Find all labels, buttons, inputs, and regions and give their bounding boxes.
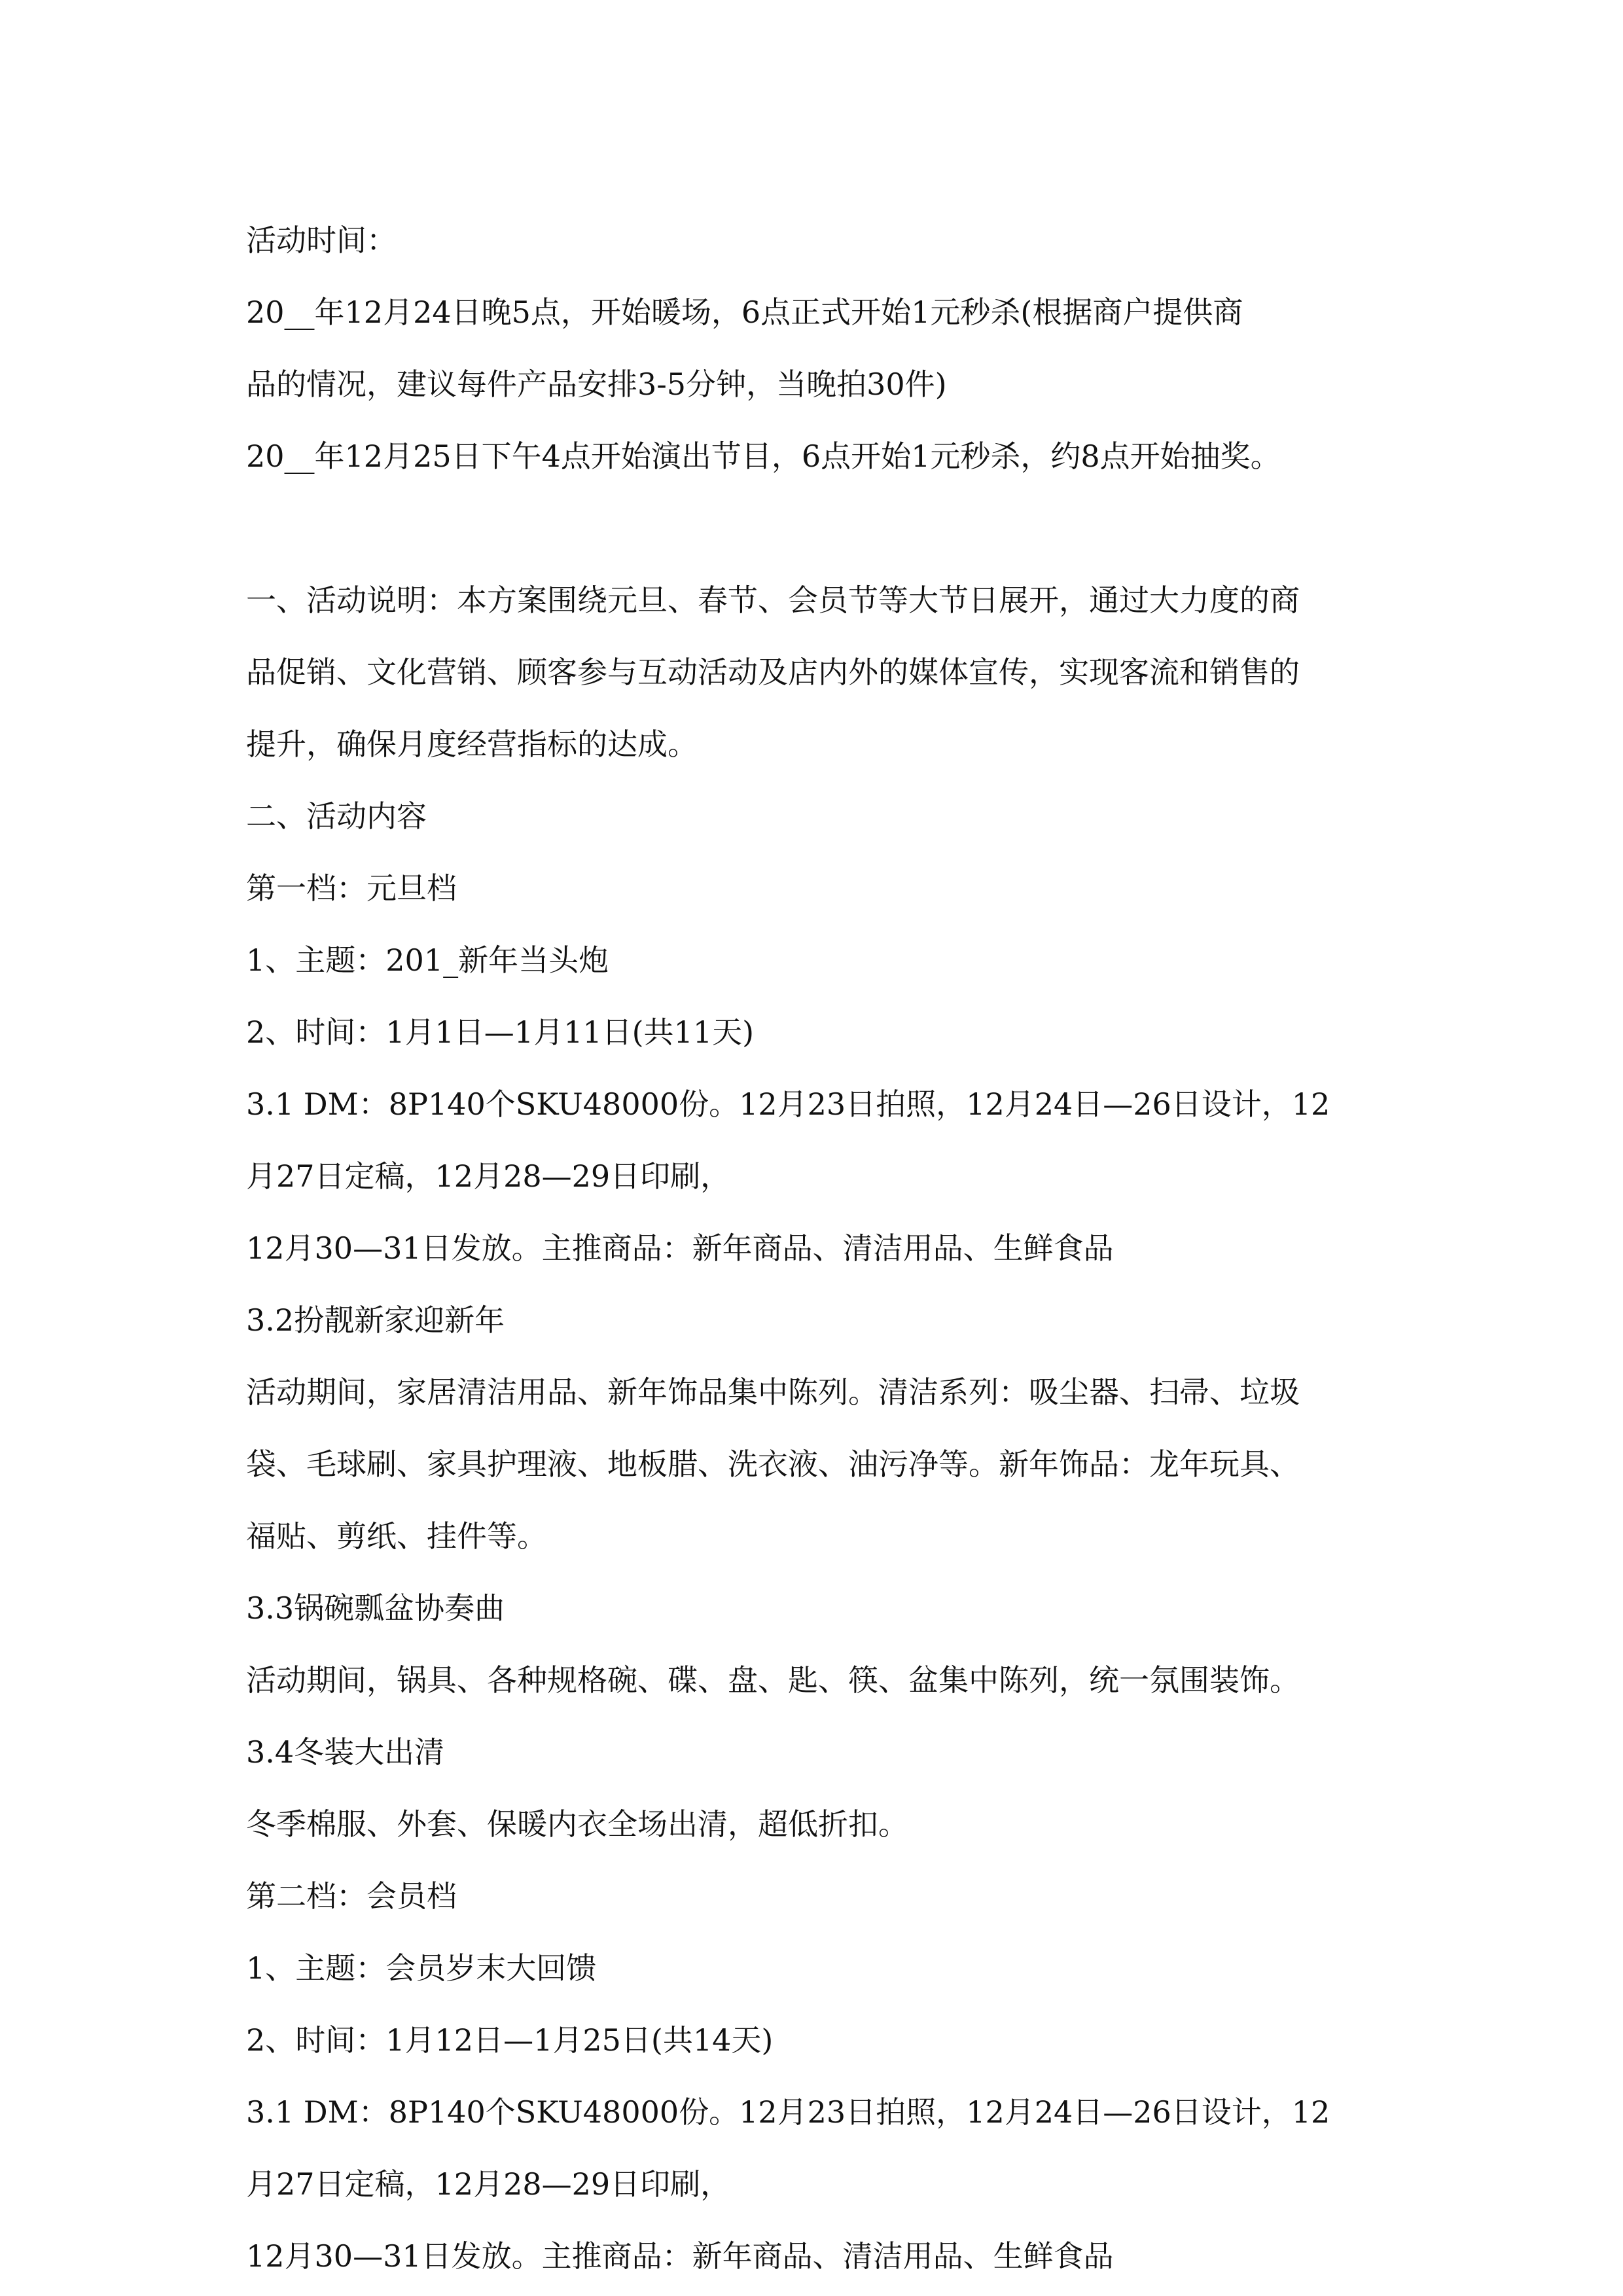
tier1-sub2-line3: 福贴、剪纸、挂件等。 [246,1518,547,1554]
tier2-dm-line1: 3.1 DM：8P140个SKU48000份。12月23日拍照，12月24日—26日设计，12 [246,2094,1330,2130]
tier2-title: 第二档：会员档 [246,1878,457,1914]
section2-heading: 二、活动内容 [246,798,427,834]
tier2-theme: 1、主题：会员岁末大回馈 [246,1950,597,1986]
tier2-time: 2、时间：1月12日—1月25日(共14天) [246,2022,774,2058]
tier1-sub3-title: 3.3锅碗瓢盆协奏曲 [246,1590,505,1626]
tier1-sub4-title: 3.4冬装大出清 [246,1734,445,1770]
event-day2-line: 20__年12月25日下午4点开始演出节目，6点开始1元秒杀，约8点开始抽奖。 [246,439,1281,474]
tier1-title: 第一档：元旦档 [246,870,457,906]
tier2-dm-line3: 12月30—31日发放。主推商品：新年商品、清洁用品、生鲜食品 [246,2238,1114,2274]
event-day1-line2: 品的情况，建议每件产品安排3-5分钟，当晚拍30件) [246,367,947,402]
tier1-sub2-line2: 袋、毛球刷、家具护理液、地板腊、洗衣液、油污净等。新年饰品：龙年玩具、 [246,1446,1300,1482]
tier1-sub4-line1: 冬季棉服、外套、保暖内衣全场出清，超低折扣。 [246,1806,908,1842]
tier2-dm-line2: 月27日定稿，12月28—29日印刷， [246,2166,731,2202]
event-day1-line1: 20__年12月24日晚5点，开始暖场，6点正式开始1元秒杀(根据商户提供商 [246,295,1243,330]
tier1-dm-line2: 月27日定稿，12月28—29日印刷， [246,1158,731,1194]
section1-line3: 提升，确保月度经营指标的达成。 [246,726,698,762]
tier1-theme: 1、主题：201_新年当头炮 [246,942,609,978]
document-body [246,204,1404,2292]
tier1-time: 2、时间：1月1日—1月11日(共11天) [246,1014,755,1050]
event-time-heading: 活动时间： [246,223,397,258]
paragraph-spacer [246,492,1404,564]
tier1-dm-line3: 12月30—31日发放。主推商品：新年商品、清洁用品、生鲜食品 [246,1230,1114,1266]
tier1-sub3-line1: 活动期间，锅具、各种规格碗、碟、盘、匙、筷、盆集中陈列，统一氛围装饰。 [246,1662,1300,1698]
tier1-dm-line1: 3.1 DM：8P140个SKU48000份。12月23日拍照，12月24日—26日设计，12 [246,1086,1330,1122]
tier1-sub2-title: 3.2扮靓新家迎新年 [246,1302,505,1338]
section1-line2: 品促销、文化营销、顾客参与互动活动及店内外的媒体宣传，实现客流和销售的 [246,655,1300,690]
tier1-sub2-line1: 活动期间，家居清洁用品、新年饰品集中陈列。清洁系列：吸尘器、扫帚、垃圾 [246,1374,1300,1410]
section1-line1: 一、活动说明：本方案围绕元旦、春节、会员节等大节日展开，通过大力度的商 [246,583,1300,618]
